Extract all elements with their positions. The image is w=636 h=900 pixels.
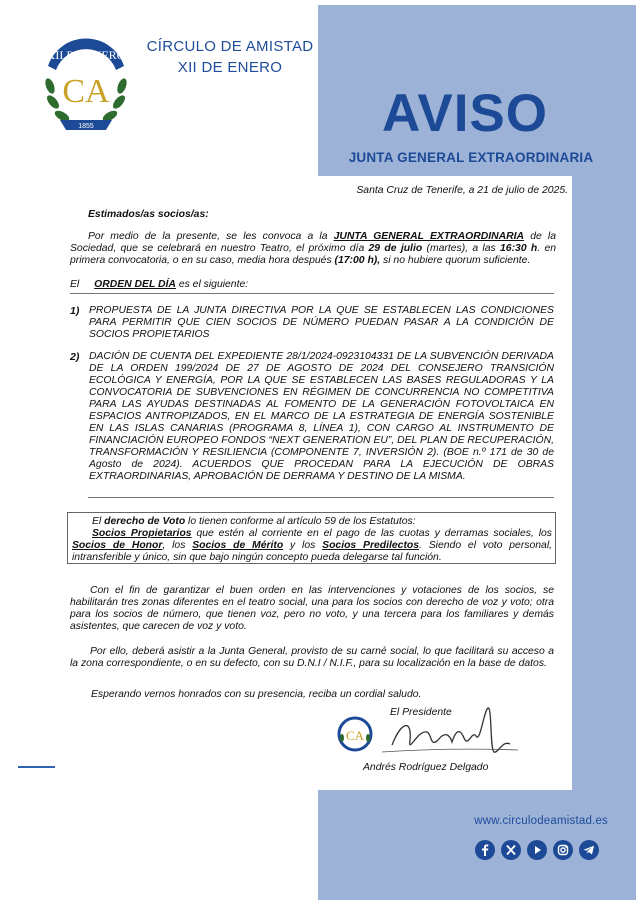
agenda-item-number: 2) [70,351,80,363]
divider [88,497,554,498]
signer-name: Andrés Rodríguez Delgado [363,762,489,773]
svg-text:CA: CA [345,728,365,743]
left-accent-line [18,766,55,768]
vote-rights-text [72,528,552,564]
crest-monogram: CA [62,73,110,110]
vote-text: , los [162,540,193,551]
vote-text: . Siendo el voto personal, intransferible y único, sin que bajo ningún concepto pueda delegarse tal función. [72,540,553,563]
vote-heading: derecho de Voto [104,516,186,527]
agenda-intro [70,279,370,291]
instagram-icon[interactable] [553,840,573,860]
club-seal-icon [337,714,373,756]
intro-text: Por medio de la presente, se les convoca a la [88,231,334,242]
club-name-line2: XII DE ENERO [177,59,283,76]
agenda-item-number: 1) [70,305,80,317]
id-paragraph: Por ello, deberá asistir a la Junta General, provisto de su carné social, lo que facilitará su acceso a la zona correspondiente, o en su defecto, con su D.N.I / N.I.F., para su localización en la base de datos. [70,646,554,669]
agenda-intro-text: es el siguiente: [175,279,249,290]
closing-line: Esperando vernos honrados con su presencia, reciba un cordial saludo. [91,689,422,700]
facebook-icon[interactable] [475,840,495,860]
youtube-icon[interactable] [527,840,547,860]
crest-year: 1855 [78,123,94,130]
vote-text: El [92,516,105,527]
intro-paragraph [70,231,556,267]
agenda-heading: ORDEN DEL DÍA [94,279,176,290]
signature-scribble [372,700,522,770]
divider [70,293,554,294]
website-link[interactable]: www.circulodeamistad.es [474,815,608,827]
vote-text: que estén al corriente en el pago de las cuotas y derramas sociales, los [191,528,552,539]
agenda-item-1: PROPUESTA DE LA JUNTA DIRECTIVA POR LA QUE SE ESTABLECEN LAS CONDICIONES PARA PERMITIR QUE CIEN SOCIOS DE NÚMERO PUEDAN PASAR A LA CONDICIÓN DE SOCIOS PROPIETARIOS [89,305,554,340]
intro-date: 29 de julio [368,243,423,254]
club-name-line1: CÍRCULO DE AMISTAD [146,38,314,55]
club-crest-icon [36,26,136,142]
member-type-owners: Socios Propietarios [92,528,192,539]
page-subtitle: JUNTA GENERAL EXTRAORDINARIA [348,150,594,165]
page-title: AVISO [382,84,548,143]
member-type-merit: Socios de Mérito [192,540,284,551]
vote-text: lo tienen conforme al artículo 59 de los Estatutos: [185,516,416,527]
crest-ribbon-text: XII DE ENERO [46,48,126,62]
intro-second-time: (17:00 h), [334,255,381,266]
intro-text: si no hubiere quorum suficiente. [380,255,531,266]
club-name [140,36,320,78]
order-paragraph: Con el fin de garantizar el buen orden en las intervenciones y votaciones de los socios, se habilitarán tres zonas diferentes en el teatro social, una para los socios con derecho de voz y voto; otra para los socios de número, que tienen voz, pero no voto, y una tercera para los familiares y demás asistentes, que carecen de voz y voto. [70,585,554,632]
vote-text: y los [283,540,323,551]
agenda-item-2: DACIÓN DE CUENTA DEL EXPEDIENTE 28/1/2024-0923104331 DE LA SUBVENCIÓN DERIVADA DE LA ORDEN 199/2024 DE 27 DE AGOSTO DE 2024 DEL CONSEJERO TRANSICIÓN ECOLÓGICA Y ENERGÍA, POR LA QUE SE ESTABLECEN LAS BASES REGULADORAS Y LA CONVOCATORIA DE SUBVENCIONES EN RÉGIMEN DE CONCURRENCIA NO COMPETITIVA PARA LAS AYUDAS DESTINADAS AL FOMENTO DE LA GENERACIÓN FOTOVOLTAICA EN ESPACIOS ANTROPIZADOS, EN EL MARCO DE LA ESTRATEGIA DE ENERGÍA SOSTENIBLE EN LAS ISLAS CANARIAS (PROGRAMA 8, LÍNEA 1), CON CARGO AL INSTRUMENTO DE FINANCIACIÓN EUROPEO FONDOS “NEXT GENERATION EU”, DEL PLAN DE RECUPERACIÓN, TRANSFORMACIÓN Y RESILIENCIA (COMPONENTE 7, INVERSIÓN 2). (BOE n.º 171 de 30 de Agosto de 2024). ACUERDOS QUE PROCEDAN PARA LA EJECUCIÓN DE OBRAS EXTRAORDINARIAS, APROBACIÓN DE DERRAMA Y DESTINO DE LA MISMA. [89,351,554,482]
x-icon[interactable] [501,840,521,860]
date-line: Santa Cruz de Tenerife, a 21 de julio de 2025. [356,185,568,196]
member-type-honor: Socios de Honor [72,540,163,551]
telegram-icon[interactable] [579,840,599,860]
intro-time: 16:30 h [500,243,538,254]
member-type-favorite: Socios Predilectos [322,540,420,551]
signer-title: El Presidente [390,707,452,718]
intro-text: . en primera convocatoria, o en su caso, media hora después [70,243,557,266]
agenda-intro-text: El [70,279,83,290]
greeting: Estimados/as socios/as: [88,209,209,220]
intro-meeting-name: JUNTA GENERAL EXTRAORDINARIA [333,231,525,242]
intro-text: (martes), a las [422,243,501,254]
intro-text: de la Sociedad, que se celebrará en nuestro Teatro, el próximo día [70,231,556,254]
vote-rights-intro [92,516,552,528]
